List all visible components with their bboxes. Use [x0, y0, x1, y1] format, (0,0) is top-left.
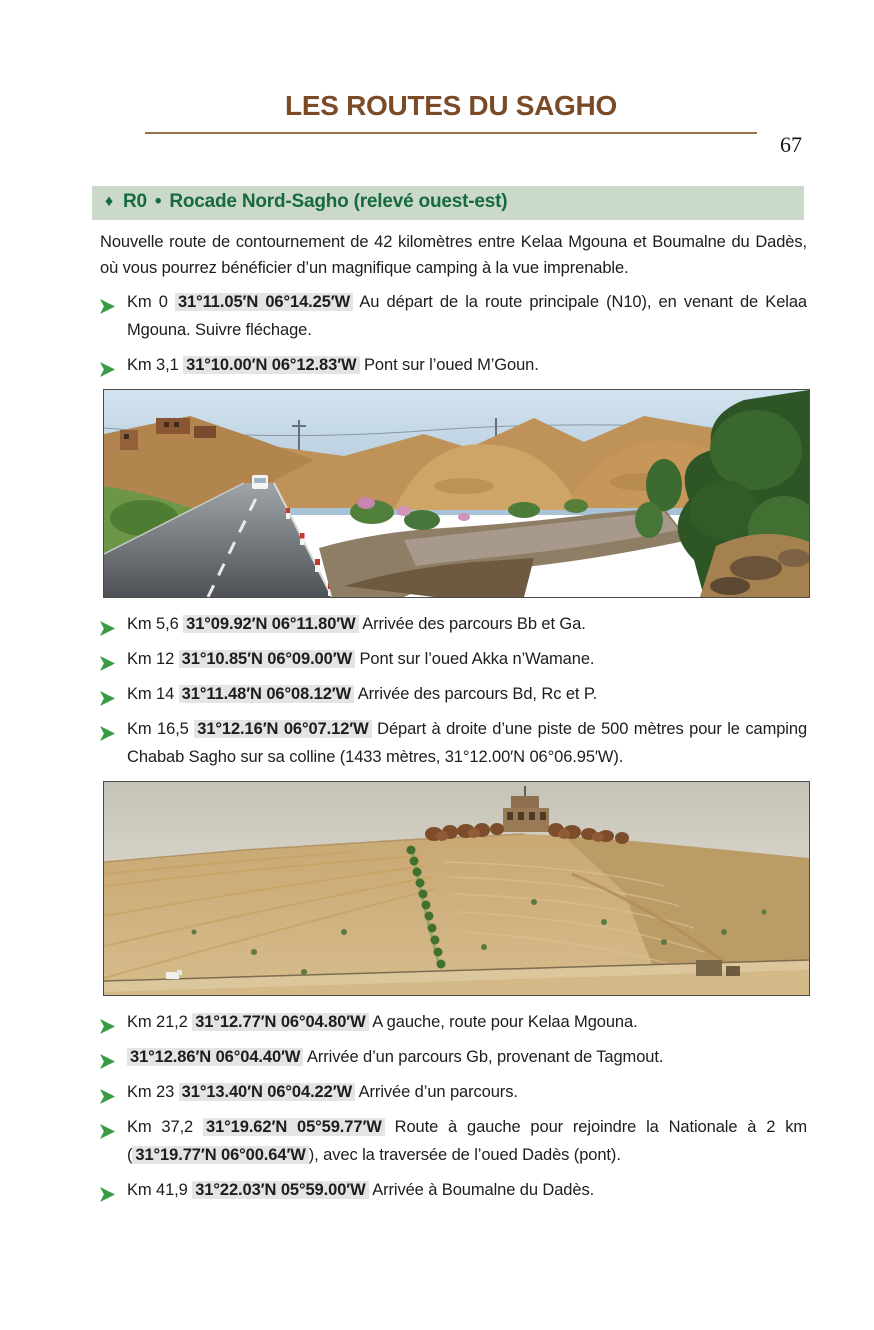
photo-road-oued-mgoun	[103, 389, 810, 598]
arrow-bullet-icon	[100, 722, 115, 737]
page-content	[100, 229, 807, 1204]
route-point-list-a	[100, 288, 807, 379]
point-description: Arrivée à Boumalne du Dadès.	[372, 1181, 595, 1199]
diamond-icon: ♦	[105, 193, 113, 210]
point-description: Au départ de la route principale (N10), en venant de Kelaa Mgouna. Suivre fléchage.	[127, 293, 807, 339]
arrow-bullet-icon	[100, 1050, 115, 1065]
km-label: Km 0	[127, 293, 168, 311]
point-description: Arrivée d’un parcours Gb, provenant de Tagmout.	[306, 1048, 664, 1066]
intro-paragraph: Nouvelle route de contournement de 42 kilomètres entre Kelaa Mgouna et Boumalne du Dadès, où vous pourrez bénéficier d’un magnifique camping à la vue imprenable.	[100, 233, 807, 277]
km-label: Km 21,2	[127, 1013, 188, 1031]
section-title: Rocade Nord-Sagho (relevé ouest-est)	[169, 191, 508, 212]
section-code: R0	[122, 191, 147, 212]
km-label: Km 37,2	[127, 1118, 194, 1136]
arrow-bullet-icon	[100, 1085, 115, 1100]
km-label: Km 23	[127, 1083, 175, 1101]
arrow-bullet-icon	[100, 1183, 115, 1198]
gps-coordinates: 31°12.16′N 06°07.12′W	[194, 720, 371, 738]
arrow-bullet-icon	[100, 617, 115, 632]
point-description: A gauche, route pour Kelaa Mgouna.	[372, 1013, 638, 1031]
point-description: ), avec la traversée de l’oued Dadès (pont).	[308, 1146, 621, 1164]
route-point-list-b	[100, 610, 807, 771]
arrow-bullet-icon	[100, 1120, 115, 1135]
route-point	[100, 1176, 807, 1204]
arrow-bullet-icon	[100, 295, 115, 310]
route-point	[100, 1113, 807, 1169]
arrow-bullet-icon	[100, 1015, 115, 1030]
route-point	[100, 1043, 807, 1071]
gps-coordinates: 31°19.77′N 06°00.64′W	[132, 1146, 308, 1164]
route-point	[100, 645, 807, 673]
route-point	[100, 1078, 807, 1106]
route-point	[100, 1008, 807, 1036]
gps-coordinates: 31°11.48′N 06°08.12′W	[179, 685, 354, 703]
point-description: Arrivée des parcours Bb et Ga.	[362, 615, 586, 633]
gps-coordinates: 31°13.40′N 06°04.22′W	[179, 1083, 355, 1101]
km-label: Km 14	[127, 685, 175, 703]
point-description: Arrivée d’un parcours.	[358, 1083, 518, 1101]
gps-coordinates: 31°22.03′N 05°59.00′W	[192, 1181, 368, 1199]
gps-coordinates: 31°12.77′N 06°04.80′W	[192, 1013, 368, 1031]
gps-coordinates: 31°10.85′N 06°09.00′W	[179, 650, 355, 668]
arrow-bullet-icon	[100, 358, 115, 373]
page-title: LES ROUTES DU SAGHO	[285, 90, 617, 121]
arrow-bullet-icon	[100, 652, 115, 667]
page-title-block	[145, 90, 757, 134]
km-label: Km 5,6	[127, 615, 179, 633]
point-description: Pont sur l’oued Akka n’Wamane.	[359, 650, 595, 668]
point-description: Départ à droite d’une piste de 500 mètres pour le camping Chabab Sagho sur sa colline (1433 mètres, 31°12.00′N 06°06.95′W).	[127, 720, 808, 766]
route-point	[100, 351, 807, 379]
gps-coordinates: 31°10.00′N 06°12.83′W	[183, 356, 359, 374]
gps-coordinates: 31°11.05′N 06°14.25′W	[175, 293, 353, 311]
photo1-illustration	[104, 390, 809, 597]
km-label: Km 3,1	[127, 356, 179, 374]
km-label: Km 41,9	[127, 1181, 188, 1199]
section-header	[92, 186, 804, 220]
route-point	[100, 610, 807, 638]
gps-coordinates: 31°12.86′N 06°04.40′W	[127, 1048, 303, 1066]
km-label: Km 16,5	[127, 720, 189, 738]
bullet-separator-icon: •	[154, 191, 162, 212]
gps-coordinates: 31°19.62′N 05°59.77′W	[203, 1118, 385, 1136]
point-description: Pont sur l’oued M’Goun.	[364, 356, 539, 374]
point-description: Route à gauche pour rejoindre la Nationale à 2 km (	[127, 1118, 807, 1164]
photo2-illustration	[104, 782, 809, 995]
gps-coordinates: 31°09.92′N 06°11.80′W	[183, 615, 358, 633]
km-label: Km 12	[127, 650, 175, 668]
page-number: 67	[780, 132, 802, 157]
photo-camping-chabab-sagho	[103, 781, 810, 996]
arrow-bullet-icon	[100, 687, 115, 702]
point-description: Arrivée des parcours Bd, Rc et P.	[357, 685, 598, 703]
route-point-list-c	[100, 1008, 807, 1204]
route-point	[100, 715, 807, 771]
route-point	[100, 288, 807, 344]
route-point	[100, 680, 807, 708]
